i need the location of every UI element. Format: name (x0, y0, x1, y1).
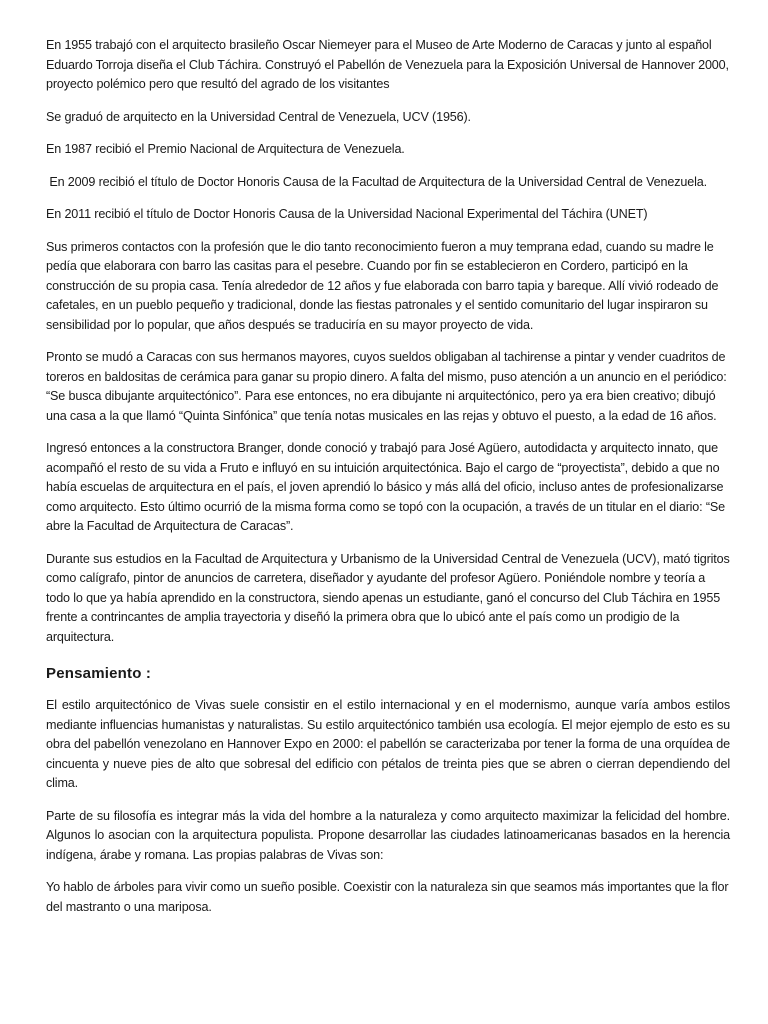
paragraph-honoris-2009: En 2009 recibió el título de Doctor Honoris Causa de la Facultad de Arquitectura de la Universidad Central de Venezuela. (46, 174, 707, 189)
section-heading-pensamiento: Pensamiento : (46, 665, 152, 682)
paragraph-niemeyer: En 1955 trabajó con el arquitecto brasileño Oscar Niemeyer para el Museo de Arte Moderno de Caracas y junto al español Eduardo Torroja diseña el Club Táchira. Construyó el Pabellón de Venezuela para la Exposición Universal de Hannover 2000, proyecto polémico pero que resultó del agrado de los visitantes (46, 38, 729, 91)
paragraph-philosophy: Parte de su filosofía es integrar más la vida del hombre a la naturaleza y como arquitecto maximizar la felicidad del hombre. Algunos lo asocian con la arquitectura populista. Propone desarrollar las ciudades latinoamericanas basados en la herencia indígena, árabe y romana. Las propias palabras de Vivas son: (46, 808, 730, 862)
paragraph-style: El estilo arquitectónico de Vivas suele consistir en el estilo internacional y en el modernismo, aunque varía ambos estilos mediante influencias humanistas y naturalistas. Su estilo arquitectónico también usa ecología. El mejor ejemplo de esto es su obra del pabellón venezolano en Hannover Expo en 2000: el pabellón se caracterizaba por tener la forma de una orquídea de cincuenta y nueve pies de alto que sobresal del edificio con pétalos de treinta pies que se abren o cierran dependiendo del clima. (46, 698, 730, 790)
paragraph-studies: Durante sus estudios en la Facultad de Arquitectura y Urbanismo de la Universidad Central de Venezuela (UCV), mató tigritos como calígrafo, pintor de anuncios de carretera, diseñador y ayudante del profesor Agüero. Poniéndole nombre y teoría a todo lo que ya había aprendido en la constructora, siendo apenas un estudiante, ganó el concurso del Club Táchira en 1955 frente a contrincantes de amplia trayectoria y diseñó la primera obra que lo ubicó ante el país como un prodigio de la arquitectura. (46, 551, 730, 644)
paragraph-quote: Yo hablo de árboles para vivir como un sueño posible. Coexistir con la naturaleza sin que seamos más importantes que la flor del mastranto o una mariposa. (46, 880, 729, 914)
paragraph-branger: Ingresó entonces a la constructora Branger, donde conoció y trabajó para José Agüero, autodidacta y arquitecto innato, que acompañó el resto de su vida a Fruto e influyó en su intuición arquitectónica. Bajo el cargo de “proyectista”, debido a que no había escuelas de arquitectura en el país, el joven aprendió lo básico y más allá del oficio, incluso antes de profesionalizarse como arquitecto. Esto último ocurrió de la misma forma como se topó con la ocupación, a través de un titular en el diario: “Se abre la Facultad de Arquitectura de Caracas”. (46, 441, 725, 533)
paragraph-honoris-2011: En 2011 recibió el título de Doctor Honoris Causa de la Universidad Nacional Experimental del Táchira (UNET) (46, 207, 648, 221)
paragraph-caracas: Pronto se mudó a Caracas con sus hermanos mayores, cuyos sueldos obligaban al tachirense a pintar y vender cuadritos de toreros en baldositas de cerámica para ganar su propio dinero. A falta del mismo, puso atención a un anuncio en el periódico: “Se busca dibujante arquitectónico”. Para ese entonces, no era dibujante ni arquitectónico, pero ya era bien creativo; dibujó una casa a la que llamó “Quinta Sinfónica” que tenía notas musicales en las rejas y obtuvo el puesto, a la edad de 16 años. (46, 350, 727, 423)
paragraph-graduation: Se graduó de arquitecto en la Universidad Central de Venezuela, UCV (1956). (46, 109, 471, 124)
paragraph-early-contacts: Sus primeros contactos con la profesión que le dio tanto reconocimiento fueron a muy temprana edad, cuando su madre le pedía que elaborara con barro las casitas para el pesebre. Cuando por fin se establecieron en Cordero, participó en la construcción de su propia casa. Tenía alrededor de 12 años y fue elaborada con barro tapia y bareque. Allí vivió rodeado de cafetales, en un pueblo pequeño y tradicional, donde las fiestas patronales y el sentido comunitario del lugar inspiraron su sensibilidad por lo popular, que años después se traduciría en su mayor proyecto de vida. (46, 239, 719, 332)
document-page (46, 36, 730, 930)
paragraph-premio-1987: En 1987 recibió el Premio Nacional de Arquitectura de Venezuela. (46, 142, 405, 156)
